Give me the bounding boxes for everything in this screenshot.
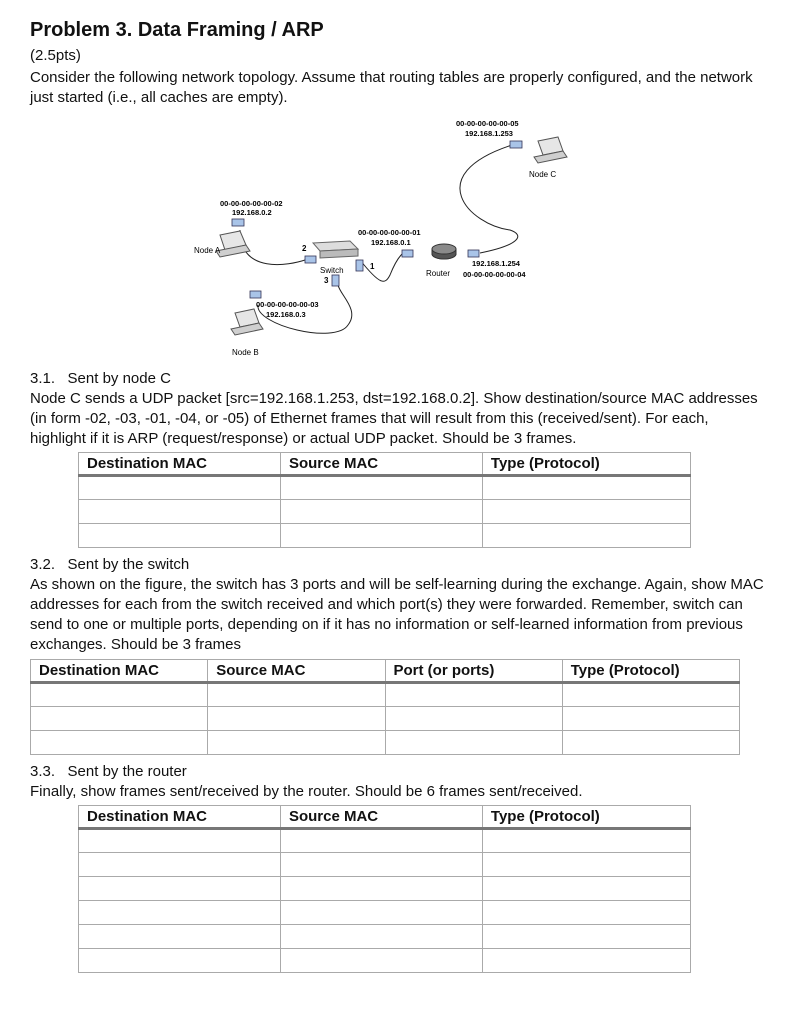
table-cell[interactable] [385,707,562,731]
table-cell[interactable] [79,901,281,925]
table-header-row [79,453,691,476]
column-destination-mac: Destination MAC [79,806,281,829]
node-a-label: Node A [194,246,221,255]
table-row [79,901,691,925]
section-3-3-heading [30,762,187,782]
table-cell[interactable] [280,901,482,925]
cable-switch-router [360,252,408,282]
node-c-mac: 00-00-00-00-00-05 [456,119,519,128]
column-port: Port (or ports) [385,660,562,683]
switch-port-3: 3 [324,276,329,285]
switch-port-3-nic [332,275,339,286]
table-cell[interactable] [79,524,281,548]
table-cell[interactable] [280,476,482,500]
section-3-1-table [78,452,691,548]
table-cell[interactable] [208,707,385,731]
network-topology-diagram [180,115,570,365]
switch-port-2-nic [305,256,316,263]
table-row [79,877,691,901]
table-cell[interactable] [482,925,690,949]
table-row [79,829,691,853]
router-left-nic [402,250,413,257]
column-type-protocol: Type (Protocol) [482,453,690,476]
table-header-row [31,660,740,683]
switch-port-1: 1 [370,262,375,271]
column-destination-mac: Destination MAC [31,660,208,683]
section-3-2-body: As shown on the figure, the switch has 3 ports and will be self-learning during the exchange. Again, show MAC addresses for each from the switch received and which port(s) they were forwarded. Remember, switch can send to one or multiple ports, depending on if it has no information or self-learned information from previous exchanges. Should be 3 frames [30,576,764,653]
table-cell[interactable] [208,731,385,755]
table-cell[interactable] [562,731,739,755]
table-cell[interactable] [482,877,690,901]
section-3-2-number: 3.2. [30,556,56,573]
cable-router-node-c [460,145,518,253]
table-cell[interactable] [79,925,281,949]
table-row [31,731,740,755]
table-cell[interactable] [79,853,281,877]
column-source-mac: Source MAC [208,660,385,683]
table-cell[interactable] [280,949,482,973]
problem-points: (2.5pts) [30,47,81,64]
router-label: Router [426,269,451,278]
section-3-1-number: 3.1. [30,370,56,387]
node-a-nic [232,219,244,226]
table-header-row [79,806,691,829]
node-c-laptop-icon [534,137,567,163]
router-right-ip: 192.168.1.254 [472,259,520,268]
table-row [79,853,691,877]
table-row [79,524,691,548]
table-cell[interactable] [79,949,281,973]
table-cell[interactable] [482,853,690,877]
column-type-protocol: Type (Protocol) [562,660,739,683]
table-cell[interactable] [385,731,562,755]
table-cell[interactable] [208,683,385,707]
router-left-ip: 192.168.0.1 [371,238,411,247]
table-cell[interactable] [79,476,281,500]
table-cell[interactable] [482,500,690,524]
node-b-mac: 00-00-00-00-00-03 [256,300,319,309]
table-cell[interactable] [562,683,739,707]
section-3-3-table [78,805,691,973]
switch-label: Switch [320,266,344,275]
table-cell[interactable] [280,500,482,524]
table-cell[interactable] [79,877,281,901]
table-cell[interactable] [31,731,208,755]
table-row [79,500,691,524]
table-cell[interactable] [562,707,739,731]
problem-title: Problem 3. Data Framing / ARP [30,19,324,41]
table-row [79,949,691,973]
column-destination-mac: Destination MAC [79,453,281,476]
node-b-ip: 192.168.0.3 [266,310,306,319]
switch-icon [313,241,358,258]
section-3-1-title: Sent by node C [67,370,171,387]
table-row [31,707,740,731]
table-row [31,683,740,707]
section-3-2-table [30,659,740,755]
section-3-2-title: Sent by the switch [67,556,190,573]
node-a-laptop-icon [216,231,250,257]
column-type-protocol: Type (Protocol) [482,806,690,829]
node-a-mac: 00-00-00-00-00-02 [220,199,283,208]
table-cell[interactable] [482,949,690,973]
section-3-1-heading [30,369,171,389]
table-cell[interactable] [79,829,281,853]
router-right-mac: 00-00-00-00-00-04 [463,270,526,279]
section-3-1-body: Node C sends a UDP packet [src=192.168.1.253, dst=192.168.0.2]. Show destination/source MAC addresses (in form -02, -03, -01, -04, or -05) of Ethernet frames that will result from this (received/sent). For each, highlight if it is ARP (request/response) or actual UDP packet. Should be 3 frames. [30,390,758,447]
table-cell[interactable] [280,524,482,548]
node-b-nic [250,291,261,298]
node-b-laptop-icon [231,309,263,335]
table-cell[interactable] [31,683,208,707]
table-cell[interactable] [385,683,562,707]
node-c-nic [510,141,522,148]
table-cell[interactable] [280,829,482,853]
column-source-mac: Source MAC [280,453,482,476]
table-cell[interactable] [482,901,690,925]
table-cell[interactable] [482,829,690,853]
node-a-ip: 192.168.0.2 [232,208,272,217]
table-row [79,476,691,500]
column-source-mac: Source MAC [280,806,482,829]
table-row [79,925,691,949]
cable-node-a-switch [240,230,305,265]
table-cell[interactable] [31,707,208,731]
switch-port-1-nic [356,260,363,271]
section-3-3-number: 3.3. [30,763,56,780]
section-3-2-heading [30,555,189,575]
switch-port-2: 2 [302,244,307,253]
node-c-ip: 192.168.1.253 [465,129,513,138]
table-cell[interactable] [280,853,482,877]
table-cell[interactable] [280,925,482,949]
problem-intro: Consider the following network topology. Assume that routing tables are properly configured, and the network just started (i.e., all caches are empty). [30,69,753,106]
router-left-mac: 00-00-00-00-00-01 [358,228,421,237]
section-3-3-body: Finally, show frames sent/received by the router. Should be 6 frames sent/received. [30,783,583,800]
node-c-label: Node C [529,170,557,179]
router-icon [432,244,456,259]
section-3-3-title: Sent by the router [67,763,187,780]
router-right-nic [468,250,479,257]
node-b-label: Node B [232,348,259,357]
table-cell[interactable] [482,524,690,548]
table-cell[interactable] [280,877,482,901]
table-cell[interactable] [79,500,281,524]
table-cell[interactable] [482,476,690,500]
